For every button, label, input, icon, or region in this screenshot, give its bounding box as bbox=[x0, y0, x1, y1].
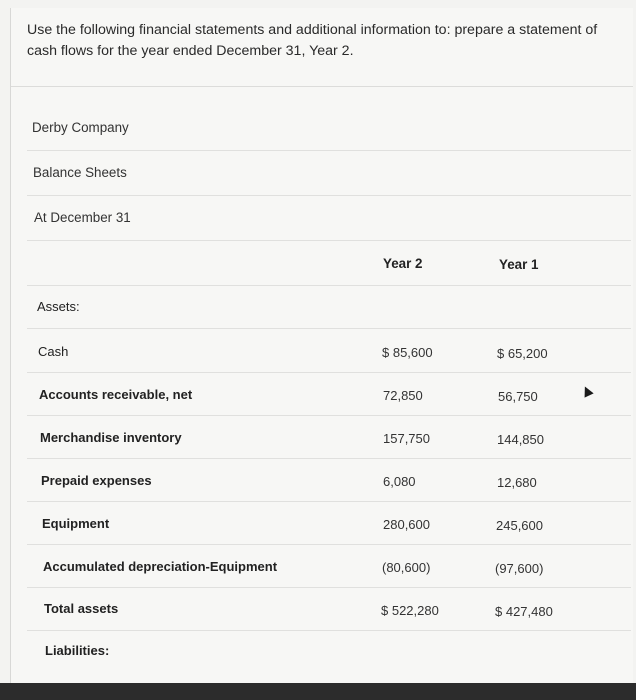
row-divider bbox=[27, 195, 631, 196]
value-year-1: 56,750 bbox=[498, 389, 538, 404]
column-header-year-2: Year 2 bbox=[383, 256, 423, 271]
row-divider bbox=[27, 328, 631, 329]
row-divider bbox=[27, 415, 631, 416]
row-label: Prepaid expenses bbox=[41, 473, 152, 488]
document-page bbox=[10, 8, 633, 683]
row-divider bbox=[27, 240, 631, 241]
value-year-1: 12,680 bbox=[497, 475, 537, 490]
row-divider bbox=[27, 501, 631, 502]
row-divider bbox=[27, 285, 631, 286]
section-liabilities: Liabilities: bbox=[45, 643, 110, 658]
date-line: At December 31 bbox=[34, 210, 131, 225]
row-divider bbox=[27, 150, 631, 151]
row-divider bbox=[27, 544, 631, 545]
row-divider bbox=[27, 458, 631, 459]
row-divider bbox=[27, 372, 631, 373]
section-assets: Assets: bbox=[37, 299, 80, 314]
value-year-1: 245,600 bbox=[496, 518, 543, 533]
value-year-1: (97,600) bbox=[495, 561, 544, 576]
row-label: Equipment bbox=[42, 516, 110, 531]
row-divider bbox=[27, 587, 631, 588]
value-year-2: 280,600 bbox=[383, 517, 430, 532]
row-label: Accumulated depreciation-Equipment bbox=[43, 559, 278, 574]
row-label: Cash bbox=[38, 344, 69, 359]
value-year-1: $ 65,200 bbox=[497, 346, 548, 361]
bottom-bar bbox=[0, 683, 636, 700]
value-year-2: $ 522,280 bbox=[381, 603, 439, 618]
value-year-2: (80,600) bbox=[382, 560, 431, 575]
value-year-2: $ 85,600 bbox=[382, 345, 433, 360]
company-name: Derby Company bbox=[32, 120, 129, 135]
value-year-2: 72,850 bbox=[383, 388, 423, 403]
header-divider bbox=[11, 86, 633, 87]
row-label: Merchandise inventory bbox=[40, 430, 182, 445]
value-year-2: 157,750 bbox=[383, 431, 430, 446]
value-year-1: $ 427,480 bbox=[495, 604, 553, 619]
value-year-1: 144,850 bbox=[497, 432, 544, 447]
row-label: Accounts receivable, net bbox=[39, 387, 193, 402]
instructions-text: Use the following financial statements and additional information to: prepare a statement of cash flows for the year ended December 31, Year 2. bbox=[27, 22, 598, 59]
value-year-2: 6,080 bbox=[383, 474, 416, 489]
column-header-year-1: Year 1 bbox=[499, 257, 539, 272]
statement-title: Balance Sheets bbox=[33, 165, 127, 180]
row-label: Total assets bbox=[44, 601, 119, 616]
row-divider bbox=[27, 630, 631, 631]
